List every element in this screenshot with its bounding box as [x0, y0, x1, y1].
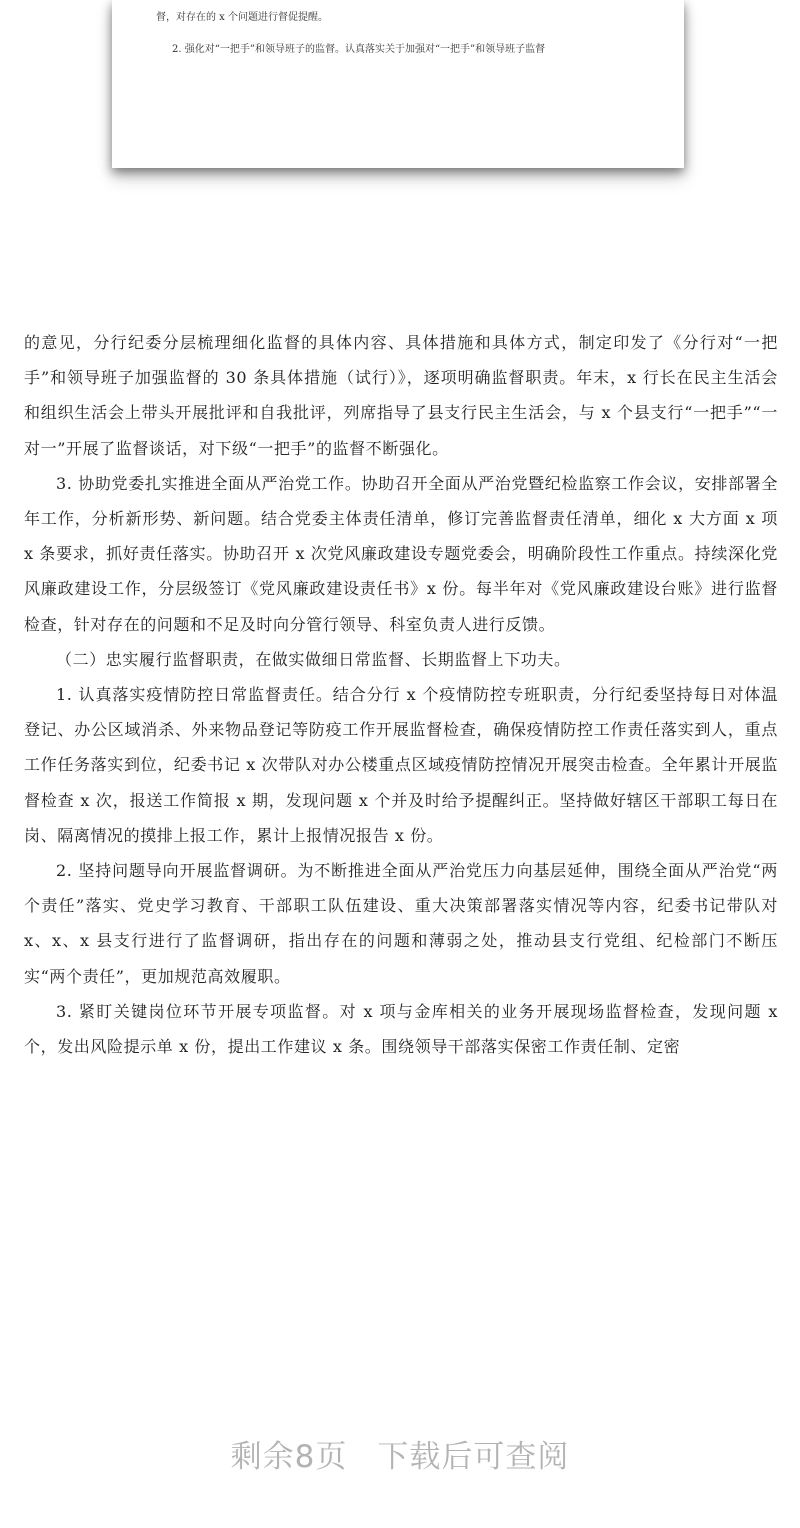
paragraph-item-1: 1. 认真落实疫情防控日常监督责任。结合分行 x 个疫情防控专班职责，分行纪委坚持每日对体温登记、办公区域消杀、外来物品登记等防疫工作开展监督检查，确保疫情防控工作责任落实到人，重点工作任务落实到位，纪委书记 x 次带队对办公楼重点区域疫情防控情况开展突击检查。全年累计开展监督检查 x 次，报送工作简报 x 期，发现问题 x 个并及时给予提醒纠正。坚持做好辖区干部职工每日在岗、隔离情况的摸排上报工作，累计上报情况报告 x 份。	[24, 685, 778, 845]
paragraph-item-3b: 3. 紧盯关键岗位环节开展专项监督。对 x 项与金库相关的业务开展现场监督检查，发现问题 x 个，发出风险提示单 x 份，提出工作建议 x 条。围绕领导干部落实保密工作责任制、定密	[24, 1001, 778, 1057]
previous-page-preview	[112, 0, 684, 168]
download-banner[interactable]	[0, 1418, 800, 1488]
preview-line-1: 督，对存在的 x 个问题进行督促提醒。	[156, 12, 328, 23]
document-body	[24, 325, 778, 1064]
download-hint-label: 下载后可查阅	[377, 1438, 570, 1475]
remaining-pages-label: 剩余8页	[230, 1438, 348, 1475]
section-heading-2: （二）忠实履行监督职责，在做实做细日常监督、长期监督上下功夫。	[56, 649, 571, 669]
preview-line-2: 2. 强化对“一把手”和领导班子的监督。认真落实关于加强对“一把手”和领导班子监督	[172, 44, 546, 55]
paragraph-item-2: 2. 坚持问题导向开展监督调研。为不断推进全面从严治党压力向基层延伸，围绕全面从严治党“两个责任”落实、党史学习教育、干部职工队伍建设、重大决策部署落实情况等内容，纪委书记带队对 x、x、x 县支行进行了监督调研，指出存在的问题和薄弱之处，推动县支行党组、纪检部门不断压实“两个责任”，更加规范高效履职。	[24, 861, 778, 986]
paragraph-continuation: 的意见，分行纪委分层梳理细化监督的具体内容、具体措施和具体方式，制定印发了《分行对“一把手”和领导班子加强监督的 30 条具体措施（试行）》，逐项明确监督职责。年末，x 行长在民主生活会和组织生活会上带头开展批评和自我批评，列席指导了县支行民主生活会，与 x 个县支行“一把手”“一对一”开展了监督谈话，对下级“一把手”的监督不断强化。	[24, 333, 778, 458]
paragraph-item-3: 3. 协助党委扎实推进全面从严治党工作。协助召开全面从严治党暨纪检监察工作会议，安排部署全年工作，分析新形势、新问题。结合党委主体责任清单，修订完善监督责任清单，细化 x 大方面 x 项 x 条要求，抓好责任落实。协助召开 x 次党风廉政建设专题党委会，明确阶段性工作重点。持续深化党风廉政建设工作，分层级签订《党风廉政建设责任书》x 份。每半年对《党风廉政建设台账》进行监督检查，针对存在的问题和不足及时向分管行领导、科室负责人进行反馈。	[24, 473, 778, 634]
